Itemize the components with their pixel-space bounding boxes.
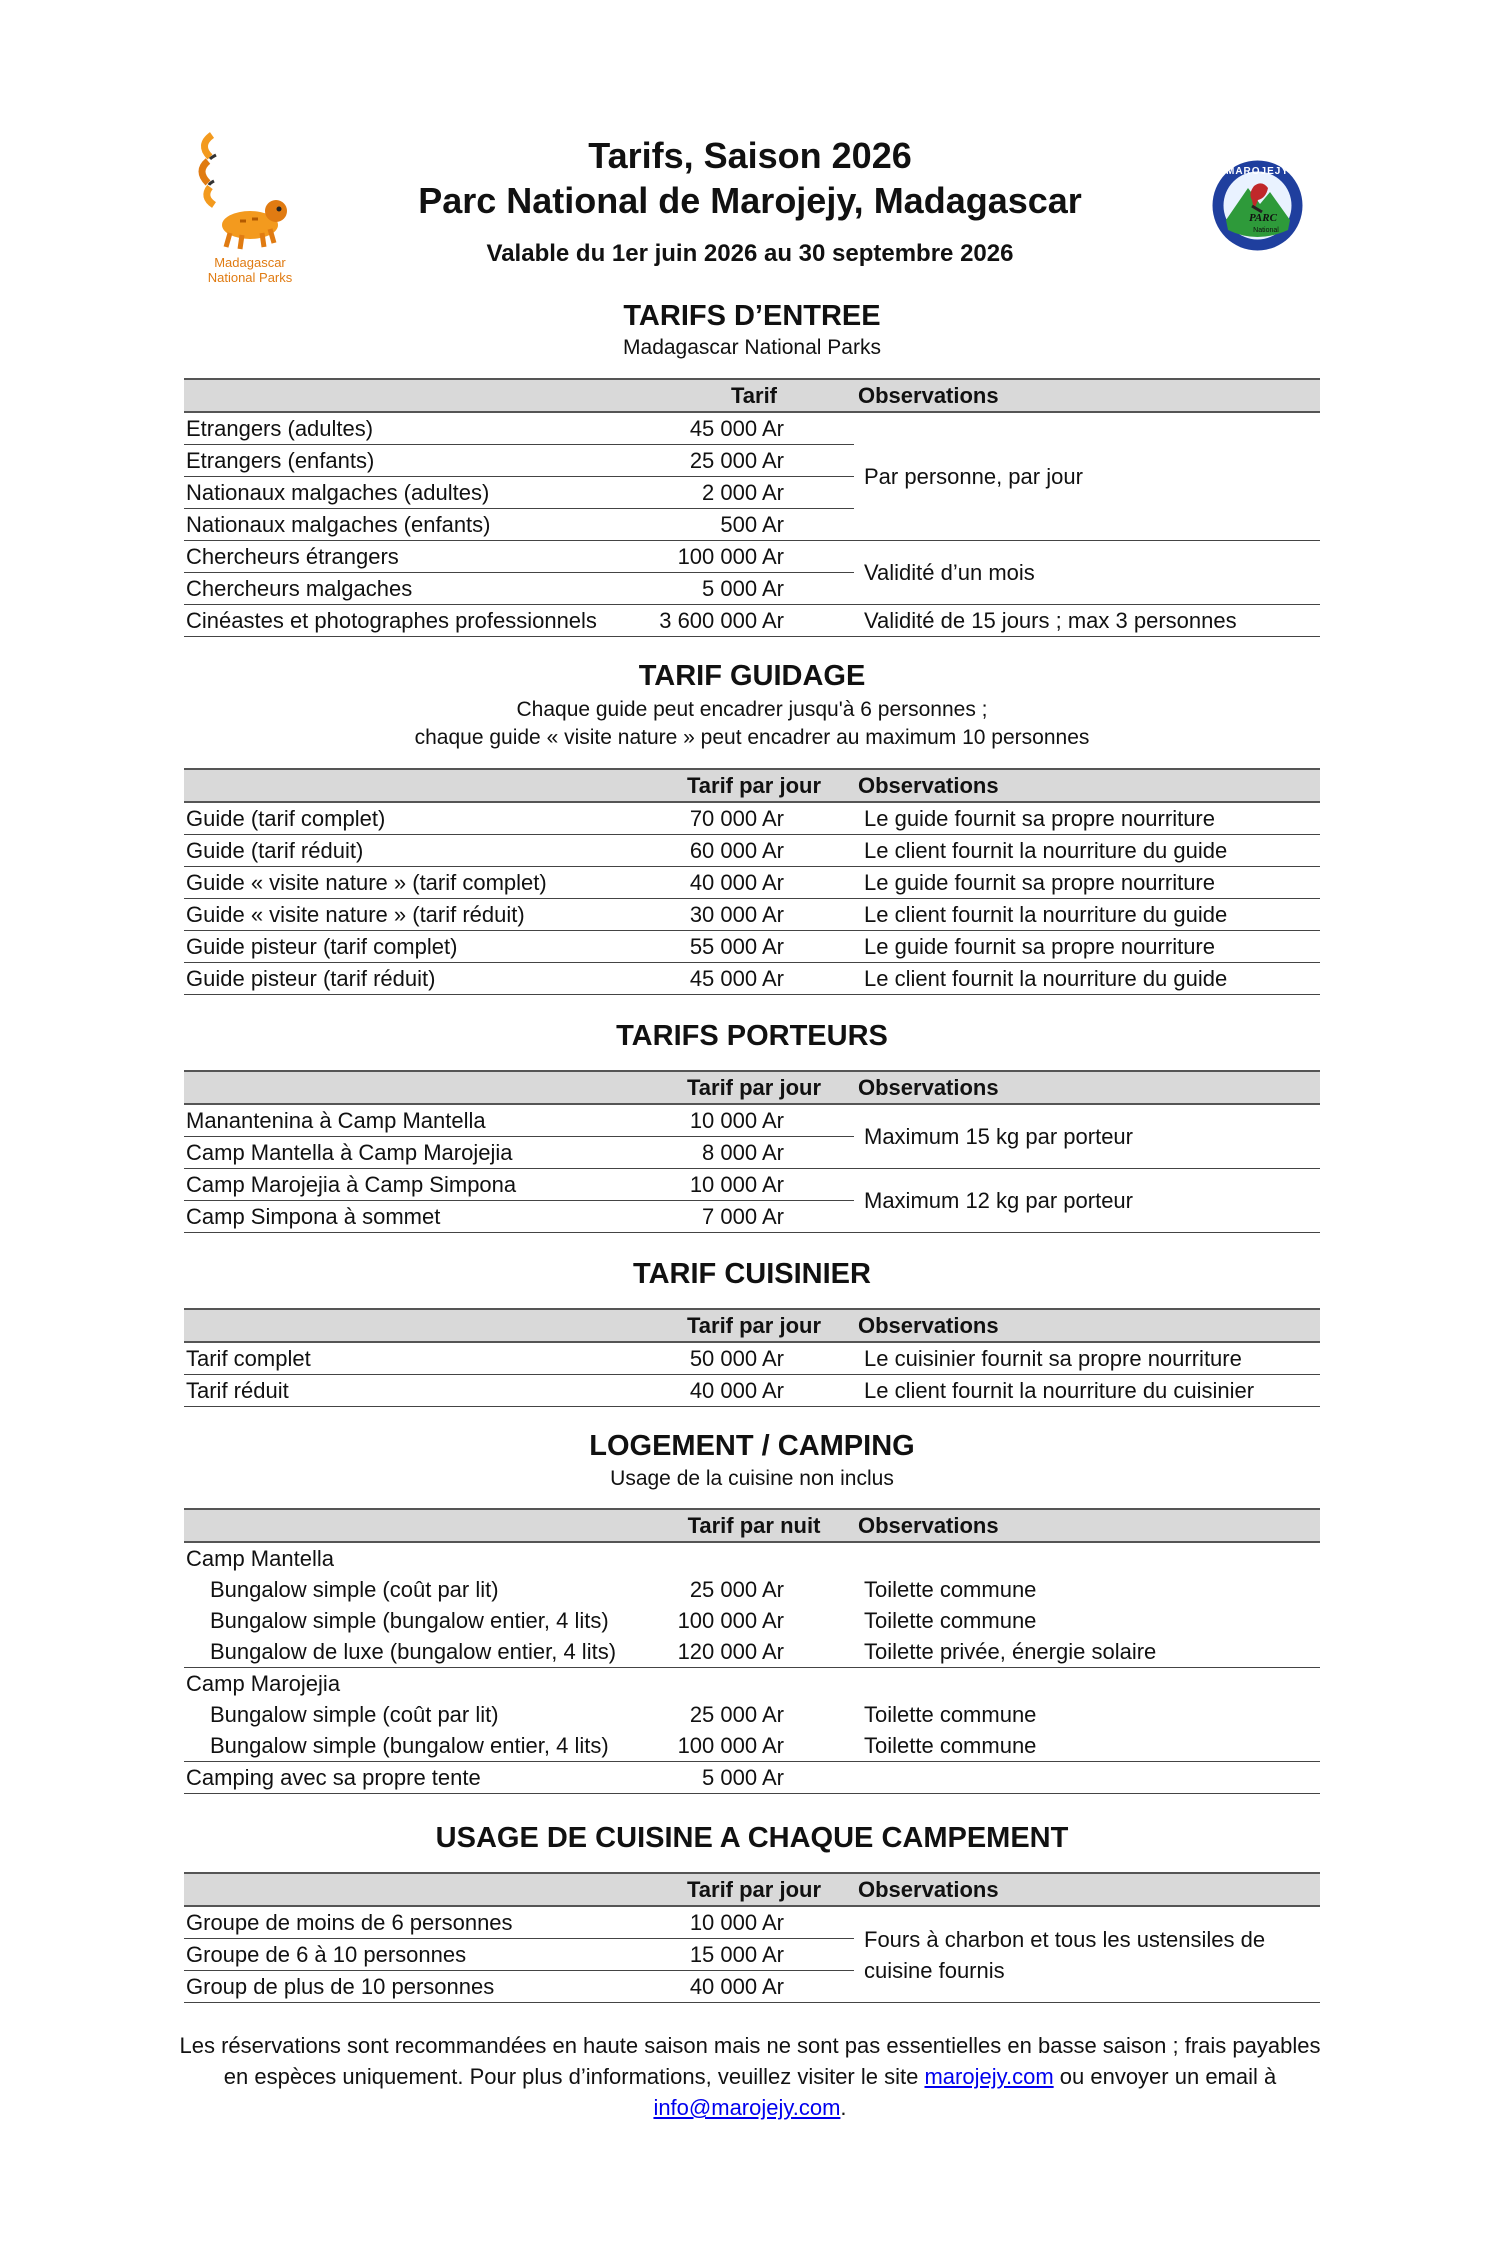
table-row: Etrangers (enfants) 25 000 Ar [184,445,1320,477]
column-header-tarif: Tarif par jour [654,1309,854,1342]
table-row: Guide (tarif complet) 70 000 Ar Le guide fournit sa propre nourriture [184,802,1320,835]
table-header [184,1071,1320,1104]
table-row: Guide pisteur (tarif complet) 55 000 Ar Le guide fournit sa propre nourriture [184,931,1320,963]
group-row [184,1668,1320,1700]
group-label: Camp Marojejia [186,1670,341,1696]
group-label: Camp Mantella [186,1545,334,1571]
column-header-observations: Observations [854,1309,1320,1342]
section-title-logement: LOGEMENT / CAMPING [589,1430,915,1462]
cuisine-table [184,1872,1320,2003]
guidage-table [184,768,1320,995]
table-header [184,1309,1320,1342]
table-row: Nationaux malgaches (adultes) 2 000 Ar [184,477,1320,509]
column-header-observations: Observations [854,1873,1320,1906]
observation-cell: Validité de 15 jours ; max 3 personnes [854,605,1320,637]
footer-note: Les réservations sont recommandées en haute saison mais ne sont pas essentielles en basse saison ; frais payables en espèces uniquement. Pour plus d’informations, veuillez visiter le site marojejy.com ou envoyer un email à info@marojejy.com. [179,2033,1321,2120]
table-row: Tarif réduit 40 000 Ar Le client fournit la nourriture du cuisinier [184,1375,1320,1407]
logement-table [184,1508,1320,1794]
cuisinier-table [184,1308,1320,1407]
table-row: Manantenina à Camp Mantella 10 000 Ar Maximum 15 kg par porteur [184,1104,1320,1137]
table-row: Tarif complet 50 000 Ar Le cuisinier fournit sa propre nourriture [184,1342,1320,1375]
column-header-observations: Observations [854,1509,1320,1542]
madagascar-national-parks-logo [190,125,310,285]
table-row: Groupe de moins de 6 personnes 10 000 Ar Fours à charbon et tous les ustensiles de cuisine fournis [184,1906,1320,1939]
table-row: Bungalow simple (coût par lit) 25 000 Ar Toilette commune [210,1576,1037,1602]
section-title-entree: TARIFS D’ENTREE [623,300,881,332]
table-row: Chercheurs étrangers 100 000 Ar Validité d’un mois [184,541,1320,573]
marojejy-emblem-icon [1210,158,1305,253]
column-header-tarif: Tarif par jour [654,1873,854,1906]
section-subtitle-entree: Madagascar National Parks [623,336,881,359]
table-row: Camp Mantella à Camp Marojejia 8 000 Ar [184,1137,1320,1169]
table-row: Bungalow simple (bungalow entier, 4 lits) 100 000 Ar Toilette commune [184,1730,1320,1762]
table-header [184,379,1320,412]
validity-dates: Valable du 1er juin 2026 au 30 septembre 2026 [486,240,1014,267]
svg-text:PARC: PARC [1249,212,1277,224]
table-row: Bungalow simple (bungalow entier, 4 lits) 100 000 Ar Toilette commune [210,1607,1037,1633]
column-header-observations: Observations [854,1071,1320,1104]
table-row: Group de plus de 10 personnes 40 000 Ar [184,1971,1320,2003]
observation-cell: Par personne, par jour [854,412,1320,541]
section-subtitle-guidage-2: chaque guide « visite nature » peut encadrer au maximum 10 personnes [414,726,1090,749]
column-header-observations: Observations [854,379,1320,412]
marojejy-park-logo [1210,158,1305,253]
group-row [184,1542,1320,1574]
table-row: Chercheurs malgaches 5 000 Ar [184,573,1320,605]
section-subtitle-guidage-1: Chaque guide peut encadrer jusqu'à 6 personnes ; [516,698,988,721]
email-link[interactable]: info@marojejy.com [653,2095,841,2120]
observation-cell: Validité d’un mois [854,541,1320,605]
svg-text:National: National [1253,227,1279,234]
observation-cell: Maximum 12 kg par porteur [854,1169,1320,1233]
section-subtitle-logement: Usage de la cuisine non inclus [610,1467,894,1490]
table-row: Guide « visite nature » (tarif complet) 40 000 Ar Le guide fournit sa propre nourriture [184,867,1320,899]
table-row: Bungalow de luxe (bungalow entier, 4 lits) 120 000 Ar Toilette privée, énergie solaire [184,1636,1320,1668]
svg-text:Madagascar: Madagascar [214,255,286,270]
observation-cell: Maximum 15 kg par porteur [854,1104,1320,1169]
page-title: Tarifs, Saison 2026 [588,135,912,176]
table-row: Camp Simpona à sommet 7 000 Ar [184,1201,1320,1233]
table-row: Camp Marojejia à Camp Simpona 10 000 Ar Maximum 12 kg par porteur [184,1169,1320,1201]
svg-text:MAROJEJY: MAROJEJY [1225,166,1290,177]
table-row: Camping avec sa propre tente 5 000 Ar [184,1762,1320,1794]
column-header-tarif: Tarif par jour [654,1071,854,1104]
lemur-icon [190,125,310,285]
table-row: Bungalow simple (coût par lit) 25 000 Ar Toilette commune [210,1701,1037,1727]
table-row: Nationaux malgaches (enfants) 500 Ar [184,509,1320,541]
table-row: Groupe de 6 à 10 personnes 15 000 Ar [184,1939,1320,1971]
column-header-tarif: Tarif par jour [654,769,854,802]
table-header [184,1509,1320,1542]
column-header-observations: Observations [854,769,1320,802]
page-subtitle: Parc National de Marojejy, Madagascar [418,180,1082,221]
svg-text:National Parks: National Parks [207,270,293,285]
entree-table [184,378,1320,637]
column-header-tarif: Tarif par nuit [654,1509,854,1542]
table-row: Guide pisteur (tarif réduit) 45 000 Ar Le client fournit la nourriture du guide [184,963,1320,995]
column-header-tarif: Tarif [654,379,854,412]
porteurs-table [184,1070,1320,1233]
section-title-cuisine: USAGE DE CUISINE A CHAQUE CAMPEMENT [435,1822,1069,1854]
section-title-porteurs: TARIFS PORTEURS [616,1020,888,1052]
table-row: Cinéastes et photographes professionnels 3 600 000 Ar Validité de 15 jours ; max 3 personnes [184,605,1320,637]
table-header [184,1873,1320,1906]
table-row: Guide « visite nature » (tarif réduit) 30 000 Ar Le client fournit la nourriture du guide [184,899,1320,931]
section-title-guidage: TARIF GUIDAGE [638,660,866,692]
section-title-cuisinier: TARIF CUISINIER [633,1258,871,1290]
observation-cell: Fours à charbon et tous les ustensiles de cuisine fournis [854,1906,1320,2003]
table-row: Guide (tarif réduit) 60 000 Ar Le client fournit la nourriture du guide [184,835,1320,867]
table-row: Etrangers (adultes) 45 000 Ar Par personne, par jour [184,412,1320,445]
table-header [184,769,1320,802]
website-link[interactable]: marojejy.com [924,2064,1054,2089]
